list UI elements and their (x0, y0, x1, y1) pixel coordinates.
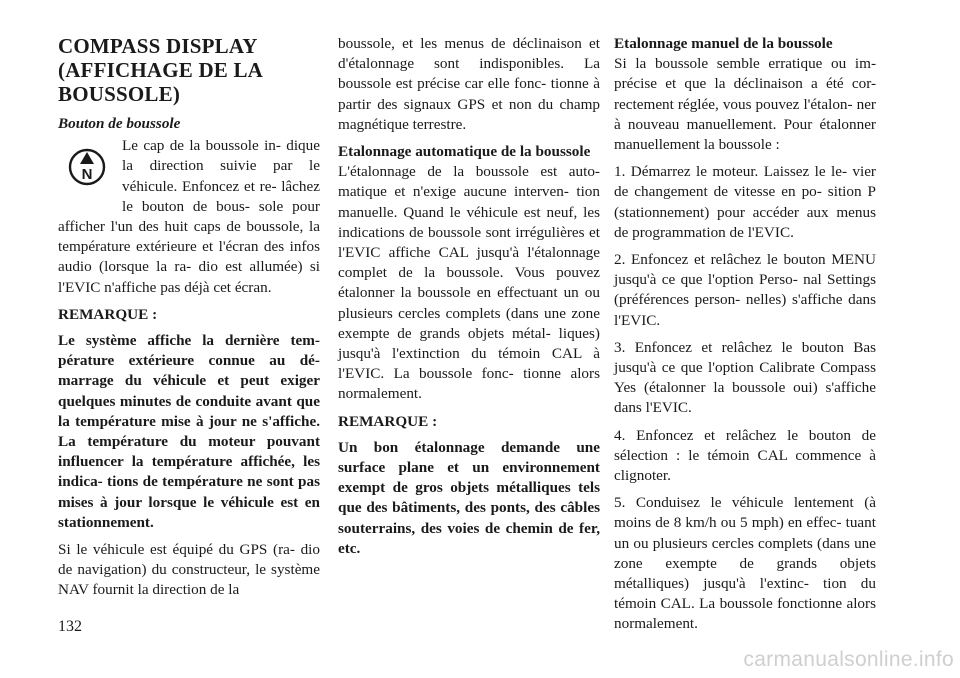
svg-text:N: N (81, 166, 93, 184)
auto-calibration-subheading: Etalonnage automatique de la boussole (338, 143, 591, 161)
calibration-step: 5. Conduisez le véhicule lentement (à moins de 8 km/h ou 5 mph) en effec- tuant un ou plusieurs cercles complets (dans une zone exempte de grands objets métalliques) jusqu'à l'extinc- tion du témoin CAL. La boussole fonctionne alors normalement. (614, 494, 876, 633)
compass-button-subheading: Bouton de boussole (58, 115, 181, 132)
column-middle (338, 34, 600, 566)
gps-continued-paragraph: boussole, et les menus de déclinaison et d'étalonnage sont indisponibles. La boussole est précise car elle fonc- tionne à partir des signaux GPS et non du champ magnétique terrestre. (338, 35, 600, 133)
title-line: (AFFICHAGE DE LA (58, 58, 264, 82)
calibration-step: 4. Enfoncez et relâchez le bouton de sélection : le témoin CAL commence à clignoter. (614, 426, 876, 485)
note-label: REMARQUE : (58, 305, 158, 323)
auto-calibration-paragraph: L'étalonnage de la boussole est auto- matique et n'exige aucune interven- tion manuelle. Quand le véhicule est neuf, les indications de boussole sont irrégulières et l'EVIC affiche CAL jusqu'à l'étalonnage complet de la boussole. Vous pouvez étalonner la boussole en effectuant un ou plusieurs cercles complets (dans une zone exempte de grands objets métal- liques) jusqu'à l'extinction du témoin CAL à l'EVIC. La boussole fonc- tionne alors normalement. (338, 163, 600, 403)
column-left (58, 34, 320, 608)
compass-north-icon (58, 136, 116, 202)
note-text: Un bon étalonnage demande une surface plane et un environnement exempt de gros objets métalliques tels que des bâtiments, des ponts, des câbles souterrains, des voies de chemin de fer, etc. (338, 438, 600, 557)
note-label: REMARQUE : (338, 412, 438, 430)
title-line: BOUSSOLE) (58, 82, 181, 106)
title-line: COMPASS DISPLAY (58, 34, 258, 58)
manual-calibration-subheading: Etalonnage manuel de la boussole (614, 35, 833, 52)
section-title (58, 34, 320, 106)
calibration-step: 3. Enfoncez et relâchez le bouton Bas jusqu'à ce que l'option Calibrate Compass Yes (étalonner la boussole oui) s'affiche dans l'EVIC. (614, 338, 876, 417)
watermark: carmanualsonline.info (743, 648, 954, 671)
calibration-step: 2. Enfoncez et relâchez le bouton MENU jusqu'à ce que l'option Perso- nal Settings (préférences person- nelles) s'affiche dans l'EVIC. (614, 251, 876, 329)
compass-button-description: Le cap de la boussole in- dique la direction suivie par le véhicule. Enfoncez et re- lâchez le bouton de bous- sole pour afficher l'un des huit caps de boussole, la température extérieure et l'écran des infos audio (lorsque la ra- dio est allumée) si l'EVIC n'affiche pas déjà cet écran. (58, 137, 320, 296)
note-text: Le système affiche la dernière tem- pérature extérieure connue au dé- marrage du véhicule et peut exiger quelques minutes de conduite avant que la température mise à jour ne s'affiche. La température du moteur pouvant influencer la température affichée, les indica- tions de température ne sont pas mises à jour lorsque le véhicule est en stationnement. (58, 332, 320, 531)
page-number: 132 (58, 618, 82, 635)
column-right (614, 34, 876, 642)
manual-calibration-intro: Si la boussole semble erratique ou im- précise et que la déclinaison a été cor- rectement réglée, vous pouvez l'étalon- ner à nouveau manuellement. Pour étalonner manuellement la boussole : (614, 55, 876, 154)
gps-paragraph: Si le véhicule est équipé du GPS (ra- dio de navigation) du constructeur, le système NAV fournit la direction de la (58, 541, 320, 599)
calibration-step: 1. Démarrez le moteur. Laissez le le- vier de changement de vitesse en po- sition P (stationnement) pour accéder aux menus de programmation de l'EVIC. (614, 163, 876, 241)
